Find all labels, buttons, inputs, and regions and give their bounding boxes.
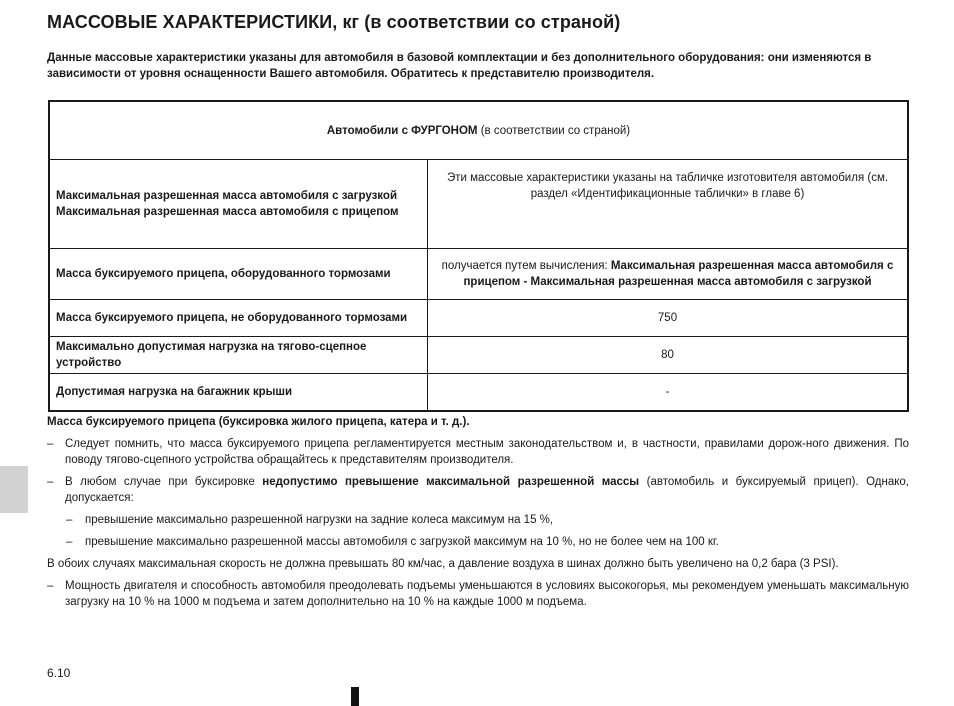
- page-title: [47, 12, 620, 33]
- list-item: [47, 474, 909, 506]
- mass-table: [48, 100, 909, 412]
- title-main: МАССОВЫЕ ХАРАКТЕРИСТИКИ, кг: [47, 12, 360, 32]
- list-item-text-post: (автомобиль и буксируемый прицеп). Однако, допускается:: [65, 476, 909, 504]
- row-label: Максимально допустимая нагрузка на тягово-сцепное устройство: [49, 337, 428, 374]
- crop-mark: [351, 687, 359, 706]
- row-value: -: [428, 374, 909, 412]
- row-value: [428, 249, 909, 300]
- list-item-text-bold: недопустимо превышение максимальной разрешенной массы: [262, 476, 640, 488]
- table-header-row: [49, 101, 908, 160]
- sub-list-item: [47, 534, 909, 550]
- notes-heading: Масса буксируемого прицепа (буксировка жилого прицепа, катера и т. д.).: [47, 416, 470, 428]
- row-label-line: Максимальная разрешенная масса автомобиля с прицепом: [56, 206, 399, 218]
- table-row: [49, 249, 908, 300]
- intro-text: Данные массовые характеристики указаны для автомобиля в базовой комплектации и без дополнительного оборудования: они изменяются в зависимости от уровня оснащенности Вашего автомобиля. Обратитесь к представителю производителя.: [47, 52, 872, 80]
- towing-notes: [47, 414, 909, 616]
- speed-paragraph: В обоих случаях максимальная скорость не должна превышать 80 км/час, а давление воздуха в шинах должно быть увеличено на 0,2 бара (3 PSI).: [47, 558, 839, 570]
- chapter-tab: [0, 466, 28, 513]
- row-label: Масса буксируемого прицепа, оборудованного тормозами: [49, 249, 428, 300]
- table-header-normal: (в соответствии со страной): [477, 124, 631, 137]
- dash-bullet: –: [47, 580, 54, 592]
- row-value-normal: получается путем вычисления:: [441, 260, 611, 272]
- row-value-bold: Максимальная разрешенная масса автомобиля с прицепом - Максимальная разрешенная масса автомобиля с загрузкой: [463, 260, 894, 288]
- list-item-text: Следует помнить, что масса буксируемого прицепа регламентируется местным законодательством и, в частности, правилами дорож-ного движения. По поводу тягово-сцепного устройства обращайтесь к представителям производителя.: [65, 438, 909, 466]
- dash-bullet: –: [47, 438, 54, 450]
- sub-list-item-text: превышение максимально разрешенной массы автомобиля с загрузкой максимум на 10 %, но не более чем на 100 кг.: [85, 536, 719, 548]
- table-row: [49, 300, 908, 337]
- row-label: Допустимая нагрузка на багажник крыши: [49, 374, 428, 412]
- title-sub: (в соответствии со страной): [364, 12, 621, 32]
- table-header-bold: Автомобили с ФУРГОНОМ: [326, 124, 478, 137]
- page-number: 6.10: [47, 666, 71, 680]
- dash-bullet: –: [66, 514, 73, 526]
- row-value: 80: [428, 337, 909, 374]
- dash-bullet: –: [47, 476, 54, 488]
- table-row: [49, 374, 908, 412]
- row-value: 750: [428, 300, 909, 337]
- row-value: Эти массовые характеристики указаны на табличке изготовителя автомобиля (см. раздел «Идентификационные таблички» в главе 6): [428, 160, 909, 249]
- list-item: [47, 436, 909, 468]
- row-label: [49, 160, 428, 249]
- list-item-text: Мощность двигателя и способность автомобиля преодолевать подъемы уменьшаются в условиях высокогорья, мы рекомендуем уменьшать максимальную загрузку на 10 % на 1000 м подъема и затем дополнительно на 10 % на каждые 1000 м подъема.: [65, 580, 909, 608]
- row-label-line: Максимальная разрешенная масса автомобиля с загрузкой: [56, 190, 398, 202]
- dash-bullet: –: [66, 536, 73, 548]
- table-row: [49, 160, 908, 249]
- table-header: [49, 101, 908, 160]
- list-item: [47, 578, 909, 610]
- table-row: [49, 337, 908, 374]
- row-label: Масса буксируемого прицепа, не оборудованного тормозами: [49, 300, 428, 337]
- sub-list-item: [47, 512, 909, 528]
- list-item-text-pre: В любом случае при буксировке: [65, 476, 263, 488]
- sub-list-item-text: превышение максимально разрешенной нагрузки на задние колеса максимум на 15 %,: [85, 514, 554, 526]
